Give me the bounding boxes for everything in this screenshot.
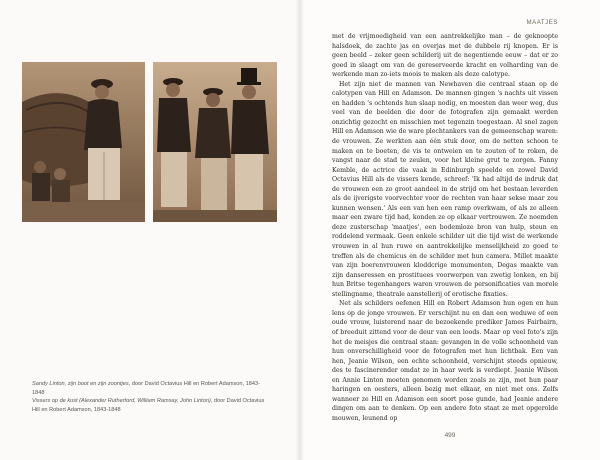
photo-sandy-linton-image — [22, 62, 145, 222]
photo-vissers-op-de-kust — [153, 62, 277, 222]
caption-2 — [32, 397, 267, 414]
book-gutter — [296, 0, 304, 460]
paragraph-3: Net als schilders oefenen Hill en Robert Adamson hun ogen en hun lens op de jonge vrouwen. Er verschijnt nu en dan een weduwe of een oude vrouw, luisterend naar de bezoekende prediker James Fairbairn, of breeduit zittend voor de deur van een loods. Maar op veel foto's zijn het de meisjes die centraal staan: gevangen in de volle schoonheid van hun onverschilligheid voor de fotografen met hun lichtbak. Een van hen, Jeanie Wilson, een echte schoonheid, verschijnt steeds opnieuw, des te fascinerender omdat ze in haar werk is verdiept. Jeanie Wilson en Annie Linton moeten genomen worden zoals ze zijn, met hun paar haringen en oesters, alleen bezig met elkaar, en niet met ons. Zelfs wanneer ze Hill en Adamson een soort pose gunde, had Jeanie andere dingen om aan te denken. Op een andere foto staat ze met opgerolde mouwen, leunend op — [332, 300, 558, 422]
photo-captions — [32, 380, 267, 414]
caption-2-title: Vissers op de kust (Alexander Rutherford, William Ramsay, John Linton) — [32, 398, 211, 405]
running-head: MAATJES — [526, 20, 558, 26]
page-number: 499 — [444, 432, 456, 439]
paragraph-2: Het zijn niet de mannen van Newhaven die centraal staan op de calotypen van Hill en Adamson. De mannen gingen 's nachts uit vissen en hadden 's ochtends hun slaap nodig, en moesten dan weer weg, dus veel van de beelden die door de fotografen zijn gemaakt werden onzichtig gezocht en misschien met tegenzin toegestaan. Al snel zagen Hill en Adamson wie de ware plechtankers van de gemeenschap waren: de vrouwen. Ze werkten aan één stuk door, om de netten schoon te maken en te boeten, de vis te ontweien en te zouten of te roken, de vangst naar de stad te zeulen, voor het kleine grut te zorgen. Fanny Kemble, de actrice die vaak in Edinburgh speelde en zowel David Octavius Hill als de vissers kende, schreef: 'Ik had altijd de indruk dat de vrouwen een zo groot aandeel in de strijd om het bestaan leverden als de ijverigste voorvechter voor de rechten van haar sekse maar zou kunnen wensen.' Als een van hen een ramp overkwam, of als ze alleen maar een zware tijd had, konden ze op elkaar vertrouwen. Ze noemden deze zusterschap 'maatjes', een bodemloze bron van hulp, steun en roddelend vermaak. Geen enkele schilder uit die tijd wist de werkende vrouwen in al hun ruwe en aantrekkelijke menselijkheid zo goed te treffen als de chemicus en de schilder met hun camera. Millet maakte van zijn boerenvrouwen kloddcrige monumenten, Degas maakte van zijn danseressen en prostituees voorwerpen van zwetig lonken, en bij hun Britse tegenhangers waren vrouwen de personificaties van morele stellingname, theatrale aanstellerij of erotische fixaties. — [332, 80, 558, 298]
photo-sandy-linton-boat — [22, 62, 145, 222]
caption-1 — [32, 380, 267, 397]
caption-1-title: Sandy Linton, zijn boot en zijn zoontjes — [32, 381, 129, 387]
caption-2-credit: , door David Octavius Hill en Robert Adamson, 1843-1848 — [32, 398, 265, 413]
paragraph-1: met de vrijmoedigheid van een aantrekkelijke man – de geknoopte halsdoek, de zachte jas en overjas met de dubbele rij knopen. Er is geen beeld – zeker geen schilderij uit de negentiende eeuw – dat er zo goed in slaagt om van de gereserveerde kracht en volharding van de werkende man zo-iets moois te maken als deze calotype. — [332, 33, 558, 79]
body-text — [332, 32, 558, 423]
photo-vissers-image — [153, 62, 277, 222]
caption-1-credit: , door David Octavius Hill en Robert Adamson, 1843-1848 — [32, 381, 260, 396]
